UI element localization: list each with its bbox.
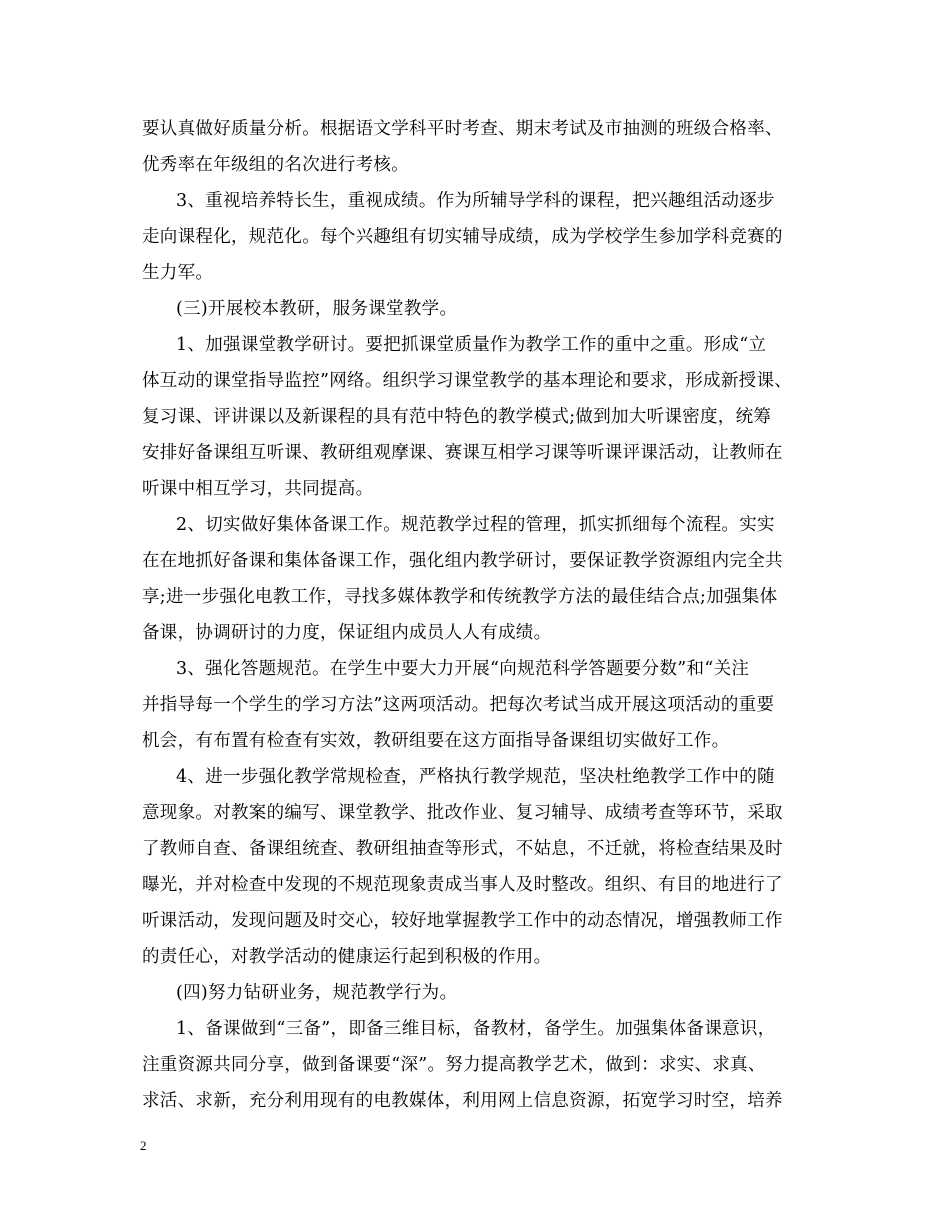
text-line: 复习课、评讲课以及新课程的具有范中特色的教学模式;做到加大听课密度，统筹: [142, 407, 772, 427]
text-line: 求活、求新，充分利用现有的电教媒体，利用网上信息资源，拓宽学习时空，培养: [142, 1091, 783, 1111]
text-line: 生力军。: [142, 263, 214, 283]
text-line: 听课活动，发现问题及时交心，较好地掌握教学工作中的动态情况，增强教师工作: [142, 911, 783, 931]
text-line: 3、强化答题规范。在学生中要大力开展“向规范科学答题要分数”和“关注: [176, 659, 750, 679]
text-line: 备课，协调研讨的力度，保证组内成员人人有成绩。: [142, 623, 552, 643]
text-line: 意现象。对教案的编写、课堂教学、批改作业、复习辅导、成绩考查等环节，采取: [142, 803, 783, 823]
text-line: 1、备课做到“三备”，即备三维目标，备教材，备学生。加强集体备课意识，: [176, 1019, 776, 1039]
text-line: 注重资源共同分享，做到备课要“深”。努力提高教学艺术，做到：求实、求真、: [142, 1055, 766, 1075]
page-number: 2: [140, 1138, 147, 1153]
text-line: 的责任心，对教学活动的健康运行起到积极的作用。: [142, 947, 552, 967]
text-line: 优秀率在年级组的名次进行考核。: [142, 155, 409, 175]
text-line: 体互动的课堂指导监控”网络。组织学习课堂教学的基本理论和要求，形成新授课、: [142, 371, 793, 391]
section-heading: (三)开展校本教研，服务课堂教学。: [176, 299, 458, 319]
text-line: 走向课程化，规范化。每个兴趣组有切实辅导成绩，成为学校学生参加学科竞赛的: [142, 227, 783, 247]
section-heading: (四)努力钻研业务，规范教学行为。: [176, 983, 458, 1003]
text-line: 安排好备课组互听课、教研组观摩课、赛课互相学习课等听课评课活动，让教师在: [142, 443, 783, 463]
text-line: 4、进一步强化教学常规检查，严格执行教学规范，坚决杜绝教学工作中的随: [176, 767, 775, 787]
text-line: 了教师自查、备课组统查、教研组抽查等形式，不姑息，不迁就，将检查结果及时: [142, 839, 783, 859]
text-line: 3、重视培养特长生，重视成绩。作为所辅导学科的课程，把兴趣组活动逐步: [176, 191, 775, 211]
text-line: 听课中相互学习，共同提高。: [142, 479, 374, 499]
text-line: 2、切实做好集体备课工作。规范教学过程的管理，抓实抓细每个流程。实实: [176, 515, 775, 535]
text-line: 在在地抓好备课和集体备课工作，强化组内教学研讨，要保证教学资源组内完全共: [142, 551, 783, 571]
text-line: 并指导每一个学生的学习方法”这两项活动。把每次考试当成开展这项活动的重要: [142, 695, 775, 715]
text-line: 1、加强课堂教学研讨。要把抓课堂质量作为教学工作的重中之重。形成“立: [176, 335, 767, 355]
text-line: 要认真做好质量分析。根据语文学科平时考查、期末考试及市抽测的班级合格率、: [142, 119, 783, 139]
text-line: 曝光，并对检查中发现的不规范现象责成当事人及时整改。组织、有目的地进行了: [142, 875, 783, 895]
text-line: 享;进一步强化电教工作，寻找多媒体教学和传统教学方法的最佳结合点;加强集体: [142, 587, 778, 607]
text-line: 机会，有布置有检查有实效，教研组要在这方面指导备课组切实做好工作。: [142, 731, 730, 751]
